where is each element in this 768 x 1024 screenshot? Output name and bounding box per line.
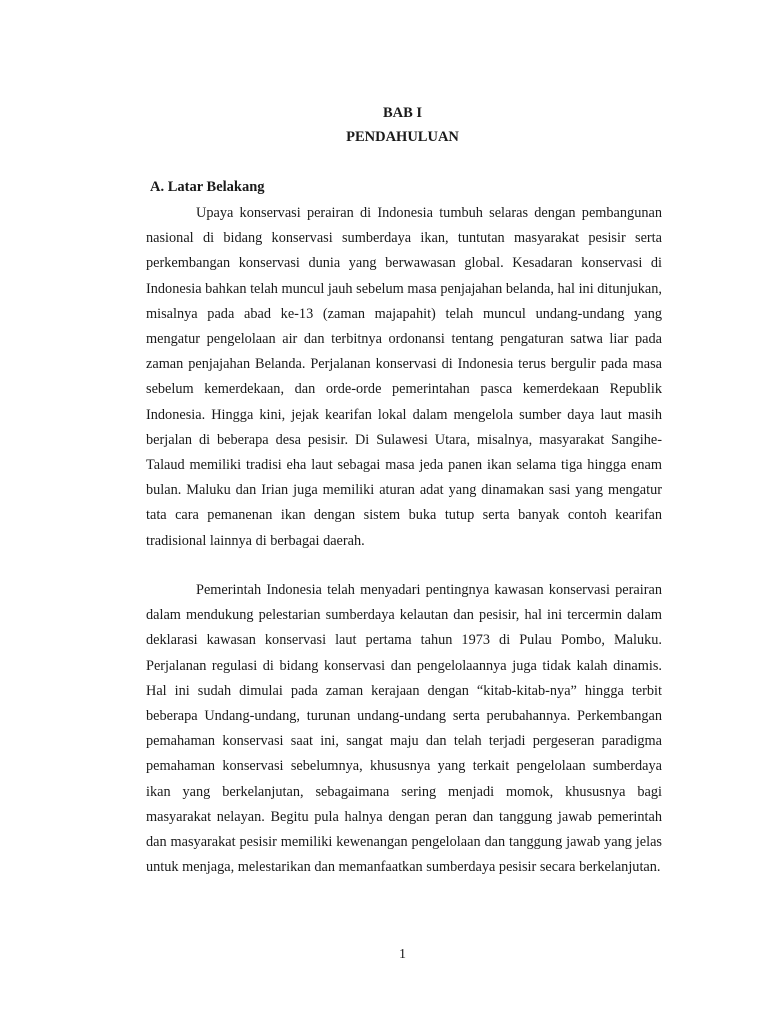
section-heading: A. Latar Belakang: [150, 179, 265, 195]
paragraph-1: Upaya konservasi perairan di Indonesia tumbuh selaras dengan pembangunan nasional di bidang konservasi sumberdaya ikan, tuntutan masyarakat pesisir serta perkembangan konservasi dunia yang berwawasan global. Kesadaran konservasi di Indonesia bahkan telah muncul jauh sebelum masa penjajahan belanda, hal ini ditunjukan, misalnya pada abad ke-13 (zaman majapahit) telah muncul undang-undang yang mengatur pengelolaan air dan terbitnya ordonansi tentang pengaturan satwa liar pada zaman penjajahan Belanda. Perjalanan konservasi di Indonesia terus bergulir pada masa sebelum kemerdekaan, dan orde-orde pemerintahan pasca kemerdekaan Republik Indonesia. Hingga kini, jejak kearifan lokal dalam mengelola sumber daya laut masih berjalan di beberapa desa pesisir. Di Sulawesi Utara, misalnya, masyarakat Sangihe-Talaud memiliki tradisi eha laut sebagai masa jeda panen ikan selama tiga hingga enam bulan. Maluku dan Irian juga memiliki aturan adat yang dinamakan sasi yang mengatur tata cara pemanenan ikan dengan sistem buka tutup serta banyak contoh kearifan tradisional lainnya di berbagai daerah.: [146, 205, 662, 549]
chapter-title: PENDAHULUAN: [346, 129, 459, 145]
paragraph-2: Pemerintah Indonesia telah menyadari pentingnya kawasan konservasi perairan dalam mendukung pelestarian sumberdaya kelautan dan pesisir, hal ini tercermin dalam deklarasi kawasan konservasi laut pertama tahun 1973 di Pulau Pombo, Maluku. Perjalanan regulasi di bidang konservasi dan pengelolaannya juga tidak kalah dinamis. Hal ini sudah dimulai pada zaman kerajaan dengan “kitab-kitab-nya” hingga terbit beberapa Undang-undang, turunan undang-undang serta perubahannya. Perkembangan pemahaman konservasi saat ini, sangat maju dan telah terjadi pergeseran paradigma pemahaman konservasi sebelumnya, khususnya yang terkait pengelolaan sumberdaya ikan yang berkelanjutan, sebagaimana sering menjadi momok, khususnya bagi masyarakat nelayan. Begitu pula halnya dengan peran dan tanggung jawab pemerintah dan masyarakat pesisir memiliki kewenangan pengelolaan dan tanggung jawab yang jelas untuk menjaga, melestarikan dan memanfaatkan sumberdaya pesisir secara berkelanjutan.: [146, 582, 662, 876]
chapter-number: BAB I: [382, 105, 423, 121]
page-number: 1: [399, 947, 406, 962]
